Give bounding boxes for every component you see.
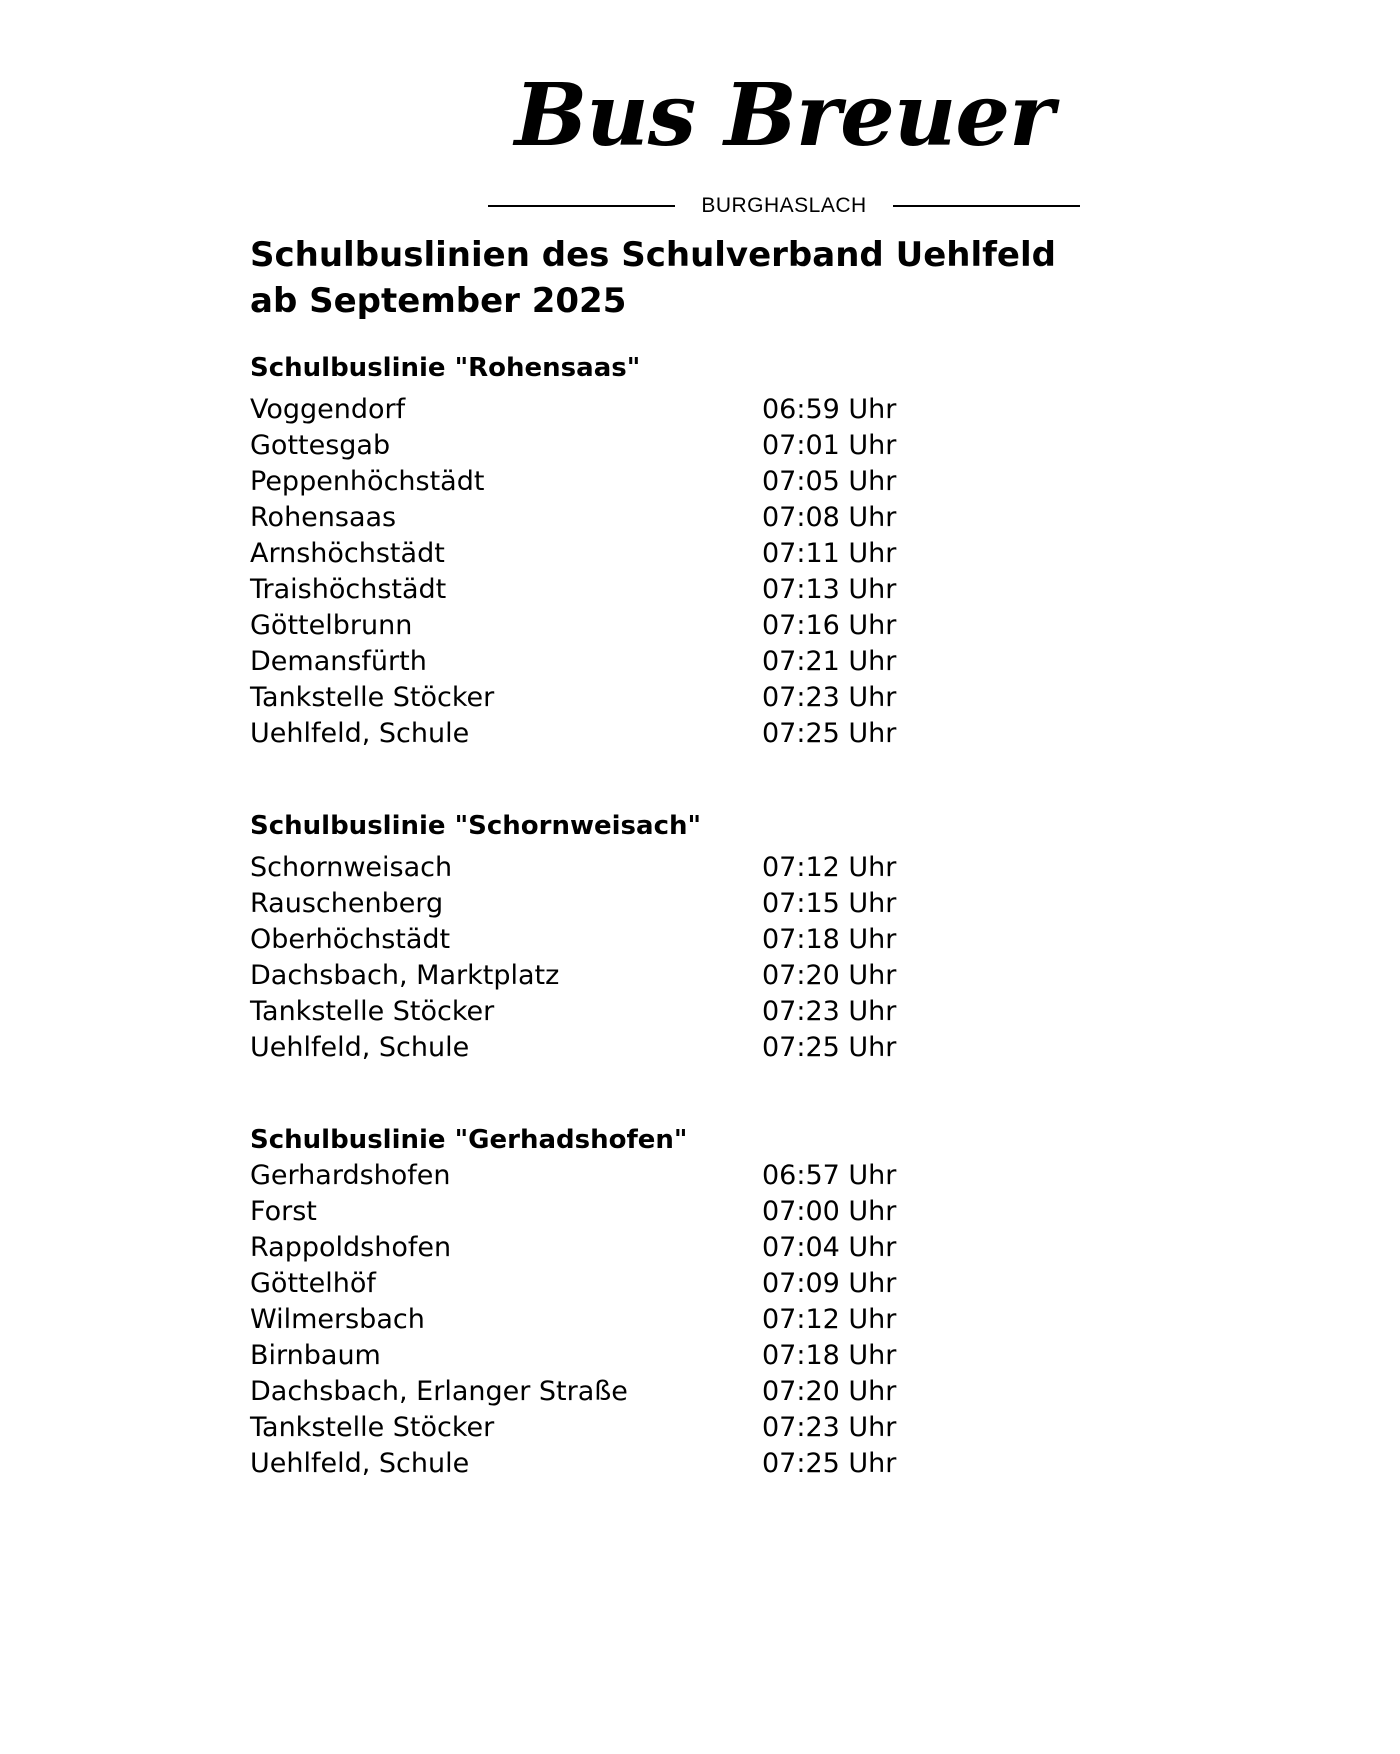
stop-time: 07:23 Uhr xyxy=(762,1412,897,1443)
stop-row xyxy=(250,1338,950,1374)
route-rohensaas xyxy=(250,350,950,752)
stop-row xyxy=(250,1158,950,1194)
stop-name: Rohensaas xyxy=(250,502,397,533)
document-title-line-1: Schulbuslinien des Schulverband Uehlfeld xyxy=(250,235,1056,275)
logo-subtitle-row xyxy=(488,194,1080,218)
stop-time: 07:25 Uhr xyxy=(762,1448,897,1479)
stop-row xyxy=(250,1030,950,1066)
stop-time: 07:13 Uhr xyxy=(762,574,897,605)
stop-name: Göttelhöf xyxy=(250,1268,376,1299)
stop-time: 07:12 Uhr xyxy=(762,1304,897,1335)
company-logo xyxy=(488,64,1080,218)
logo-rule-left xyxy=(488,205,675,207)
stop-time: 07:01 Uhr xyxy=(762,430,897,461)
stop-row xyxy=(250,464,950,500)
stop-row xyxy=(250,500,950,536)
stop-time: 07:25 Uhr xyxy=(762,1032,897,1063)
stop-row xyxy=(250,716,950,752)
stop-time: 07:25 Uhr xyxy=(762,718,897,749)
stop-row xyxy=(250,680,950,716)
stop-time: 07:09 Uhr xyxy=(762,1268,897,1299)
stop-name: Arnshöchstädt xyxy=(250,538,445,569)
stop-time: 07:23 Uhr xyxy=(762,682,897,713)
stop-name: Forst xyxy=(250,1196,317,1227)
stop-row xyxy=(250,608,950,644)
stop-name: Traishöchstädt xyxy=(250,574,447,605)
logo-rule-right xyxy=(893,205,1080,207)
stop-name: Tankstelle Stöcker xyxy=(250,1412,495,1443)
stop-time: 06:59 Uhr xyxy=(762,394,897,425)
stop-name: Gottesgab xyxy=(250,430,391,461)
logo-subtitle: BURGHASLACH xyxy=(701,194,867,217)
stop-list xyxy=(250,392,950,752)
stop-time: 07:20 Uhr xyxy=(762,1376,897,1407)
route-gerhadshofen xyxy=(250,1122,950,1482)
stop-row xyxy=(250,644,950,680)
stop-row xyxy=(250,1446,950,1482)
route-heading: Schulbuslinie "Gerhadshofen" xyxy=(250,1125,688,1155)
stop-row xyxy=(250,428,950,464)
stop-list xyxy=(250,850,950,1066)
stop-row xyxy=(250,922,950,958)
stop-name: Rappoldshofen xyxy=(250,1232,452,1263)
stop-row xyxy=(250,1266,950,1302)
document-title-line-2: ab September 2025 xyxy=(250,281,627,321)
stop-row xyxy=(250,1302,950,1338)
stop-name: Demansfürth xyxy=(250,646,427,677)
stop-name: Voggendorf xyxy=(250,394,406,425)
document-title xyxy=(250,232,1056,324)
stop-row xyxy=(250,1374,950,1410)
stop-name: Birnbaum xyxy=(250,1340,381,1371)
stop-name: Dachsbach, Erlanger Straße xyxy=(250,1376,628,1407)
route-schornweisach xyxy=(250,808,950,1066)
stop-row xyxy=(250,1410,950,1446)
stop-name: Rauschenberg xyxy=(250,888,444,919)
stop-time: 06:57 Uhr xyxy=(762,1160,897,1191)
stop-row xyxy=(250,572,950,608)
stop-name: Oberhöchstädt xyxy=(250,924,451,955)
stop-time: 07:21 Uhr xyxy=(762,646,897,677)
stop-time: 07:20 Uhr xyxy=(762,960,897,991)
logo-wordmark: Bus Breuer xyxy=(514,65,1054,166)
stop-name: Uehlfeld, Schule xyxy=(250,1448,470,1479)
stop-name: Peppenhöchstädt xyxy=(250,466,485,497)
stop-time: 07:18 Uhr xyxy=(762,924,897,955)
stop-time: 07:12 Uhr xyxy=(762,852,897,883)
stop-row xyxy=(250,994,950,1030)
stop-row xyxy=(250,958,950,994)
stop-row xyxy=(250,1230,950,1266)
stop-name: Schornweisach xyxy=(250,852,453,883)
stop-name: Wilmersbach xyxy=(250,1304,425,1335)
stop-name: Tankstelle Stöcker xyxy=(250,996,495,1027)
stop-time: 07:00 Uhr xyxy=(762,1196,897,1227)
stop-row xyxy=(250,536,950,572)
stop-time: 07:08 Uhr xyxy=(762,502,897,533)
stop-time: 07:05 Uhr xyxy=(762,466,897,497)
stop-row xyxy=(250,392,950,428)
stop-name: Dachsbach, Marktplatz xyxy=(250,960,560,991)
stop-time: 07:16 Uhr xyxy=(762,610,897,641)
stop-time: 07:23 Uhr xyxy=(762,996,897,1027)
stop-time: 07:04 Uhr xyxy=(762,1232,897,1263)
stop-name: Tankstelle Stöcker xyxy=(250,682,495,713)
stop-name: Uehlfeld, Schule xyxy=(250,718,470,749)
stop-time: 07:15 Uhr xyxy=(762,888,897,919)
stop-row xyxy=(250,886,950,922)
route-heading: Schulbuslinie "Schornweisach" xyxy=(250,811,702,841)
stop-name: Gerhardshofen xyxy=(250,1160,451,1191)
route-heading: Schulbuslinie "Rohensaas" xyxy=(250,353,641,383)
stop-name: Göttelbrunn xyxy=(250,610,413,641)
stop-row xyxy=(250,850,950,886)
stop-list xyxy=(250,1158,950,1482)
stop-name: Uehlfeld, Schule xyxy=(250,1032,470,1063)
stop-time: 07:11 Uhr xyxy=(762,538,897,569)
stop-row xyxy=(250,1194,950,1230)
stop-time: 07:18 Uhr xyxy=(762,1340,897,1371)
